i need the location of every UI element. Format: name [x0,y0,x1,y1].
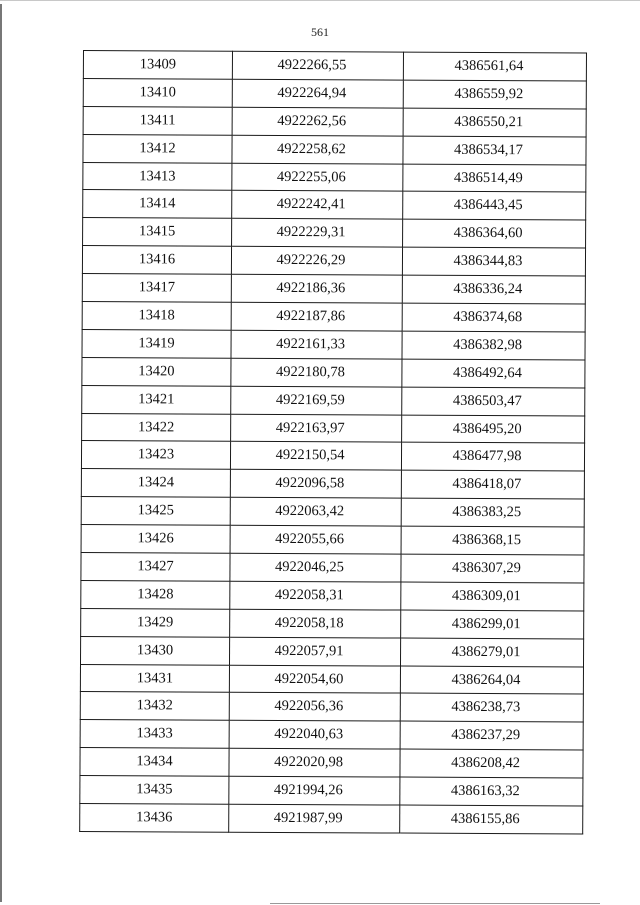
x-coordinate-text: 4922266,55 [277,56,347,74]
y-coordinate-cell [402,359,585,388]
y-coordinate-text: 4386443,45 [453,197,523,214]
point-number-text: 13412 [139,139,176,157]
x-coordinate-cell [231,246,402,275]
x-coordinate-text: 4922264,94 [277,84,347,102]
x-coordinate-text: 4922040,63 [274,726,344,743]
coordinates-table [79,50,587,834]
x-coordinate-cell [229,748,400,777]
x-coordinate-cell [229,693,400,722]
y-coordinate-cell [403,80,586,109]
x-coordinate-text: 4922258,62 [277,140,346,157]
table-row [81,580,584,610]
y-coordinate-cell [400,638,583,667]
point-number-cell [80,720,229,749]
point-number-cell [81,525,230,554]
y-coordinate-text: 4386237,29 [451,727,521,744]
x-coordinate-text: 4922058,31 [274,586,344,604]
point-number-text: 13418 [138,307,175,324]
x-coordinate-cell [229,804,400,833]
y-coordinate-text: 4386503,47 [452,392,522,409]
point-number-cell [81,553,230,582]
point-number-text: 13434 [136,753,173,770]
y-coordinate-text: 4386492,64 [452,364,522,381]
y-coordinate-cell [400,749,583,778]
point-number-cell [81,497,230,526]
x-coordinate-cell [230,497,401,526]
point-number-text: 13415 [138,223,176,240]
y-coordinate-cell [400,805,583,834]
table-row [81,497,584,527]
y-coordinate-text: 4386163,32 [450,782,520,800]
x-coordinate-text: 4922046,25 [274,558,344,576]
y-coordinate-cell [402,415,585,444]
x-coordinate-text: 4922262,56 [277,112,347,130]
table-row [83,218,586,248]
point-number-cell [82,329,231,358]
y-coordinate-cell [403,219,586,248]
y-coordinate-cell [400,777,583,806]
table-row [82,413,585,443]
x-coordinate-text: 4922054,60 [274,670,344,687]
point-number-cell [82,274,231,303]
point-number-cell [81,608,230,637]
point-number-cell [80,664,229,693]
point-number-text: 13431 [136,669,174,686]
y-coordinate-cell [401,443,584,472]
x-coordinate-cell [232,163,403,192]
table-row [80,720,583,750]
table-row [83,134,586,164]
table-row [80,748,583,778]
point-number-cell [82,302,231,331]
point-number-cell [83,78,232,107]
scan-edge-left [0,4,2,902]
x-coordinate-cell [232,107,403,136]
x-coordinate-cell [230,553,401,582]
table-row [80,664,583,694]
x-coordinate-cell [229,776,400,805]
y-coordinate-cell [401,498,584,527]
y-coordinate-cell [402,303,585,332]
y-coordinate-cell [400,666,583,695]
table-row [81,441,584,471]
y-coordinate-cell [401,526,584,555]
y-coordinate-cell [403,108,586,137]
table-row [82,385,585,415]
point-number-cell [82,357,231,386]
x-coordinate-cell [232,219,403,248]
y-coordinate-text: 4386364,60 [453,225,523,242]
x-coordinate-text: 4922096,58 [275,475,345,492]
point-number-text: 13422 [137,418,175,435]
point-number-text: 13432 [136,697,173,714]
table-row [80,636,583,666]
x-coordinate-text: 4922180,78 [275,363,345,381]
point-number-cell [83,106,232,135]
y-coordinate-text: 4386374,68 [453,308,523,326]
point-number-cell [82,246,231,275]
table-row [80,776,583,806]
scan-edge-bottom [270,903,600,904]
table-row [82,329,585,359]
point-number-text: 13417 [138,279,176,296]
y-coordinate-text: 4386307,29 [451,559,521,577]
point-number-text: 13423 [137,446,175,463]
table-row [81,553,584,583]
point-number-cell [82,385,231,414]
y-coordinate-text: 4386279,01 [451,643,521,660]
x-coordinate-cell [230,442,401,471]
table-row [83,51,586,81]
x-coordinate-cell [229,721,400,750]
point-number-cell [81,469,230,498]
y-coordinate-cell [402,331,585,360]
y-coordinate-text: 4386495,20 [452,420,522,437]
x-coordinate-text: 4922058,18 [274,614,344,632]
point-number-text: 13414 [139,195,176,212]
x-coordinate-text: 4922255,06 [276,168,346,185]
table-row [83,190,586,220]
x-coordinate-cell [230,609,401,638]
x-coordinate-cell [230,525,401,554]
y-coordinate-text: 4386368,15 [452,531,522,549]
y-coordinate-text: 4386299,01 [451,615,521,632]
x-coordinate-cell [231,414,402,443]
x-coordinate-text: 4922150,54 [275,447,345,464]
point-number-cell [81,580,230,609]
y-coordinate-text: 4386561,64 [454,57,524,75]
table-row [81,608,584,638]
y-coordinate-text: 4386550,21 [454,113,524,130]
point-number-text: 13428 [137,586,174,603]
x-coordinate-text: 4922063,42 [275,503,345,520]
table-row [82,357,585,387]
point-number-cell [83,190,232,219]
point-number-text: 13416 [138,251,176,268]
x-coordinate-cell [231,302,402,331]
x-coordinate-cell [229,665,400,694]
x-coordinate-cell [231,274,402,303]
y-coordinate-text: 4386418,07 [452,476,522,493]
table-row [83,162,586,192]
point-number-cell [83,51,232,80]
y-coordinate-text: 4386155,86 [450,810,520,828]
point-number-text: 13430 [136,641,174,659]
table-row [81,525,584,555]
y-coordinate-cell [403,192,586,221]
y-coordinate-cell [403,164,586,193]
y-coordinate-text: 4386344,83 [453,252,523,270]
y-coordinate-cell [402,275,585,304]
x-coordinate-text: 4922020,98 [274,754,343,771]
point-number-text: 13433 [136,725,173,742]
y-coordinate-text: 4386238,73 [451,699,521,716]
scan-edge-top [0,0,640,1]
x-coordinate-cell [232,135,403,164]
table-row [83,78,586,108]
x-coordinate-cell [232,79,403,108]
point-number-text: 13436 [136,809,173,826]
x-coordinate-cell [231,386,402,415]
y-coordinate-text: 4386477,98 [452,448,522,465]
point-number-cell [80,692,229,721]
point-number-cell [83,162,232,191]
y-coordinate-cell [401,554,584,583]
table-row [82,274,585,304]
point-number-text: 13427 [137,558,174,575]
table-row [80,692,583,722]
x-coordinate-text: 4922186,36 [276,280,346,297]
point-number-text: 13413 [139,167,176,184]
x-coordinate-cell [230,581,401,610]
y-coordinate-cell [403,52,586,81]
table-row [82,302,585,332]
y-coordinate-text: 4386336,24 [453,280,523,298]
coordinates-table-body [80,51,587,834]
point-number-text: 13419 [138,335,175,352]
x-coordinate-text: 4922226,29 [276,252,346,269]
point-number-text: 13420 [138,363,175,380]
y-coordinate-text: 4386514,49 [453,169,523,186]
x-coordinate-cell [230,470,401,499]
y-coordinate-cell [400,694,583,723]
point-number-text: 13435 [136,781,173,798]
point-number-text: 13411 [139,111,176,129]
table-row [83,106,586,136]
point-number-cell [80,776,229,805]
point-number-text: 13421 [138,390,175,408]
point-number-text: 13425 [137,502,174,519]
x-coordinate-cell [229,637,400,666]
y-coordinate-cell [401,470,584,499]
x-coordinate-cell [232,51,403,80]
x-coordinate-text: 4922187,86 [276,307,346,325]
point-number-cell [83,134,232,163]
y-coordinate-text: 4386309,01 [451,587,521,605]
page-number: 561 [311,25,329,39]
y-coordinate-text: 4386264,04 [451,671,521,688]
point-number-text: 13410 [139,84,176,101]
x-coordinate-text: 4922229,31 [276,224,346,241]
table-row [81,469,584,499]
point-number-cell [83,218,232,247]
point-number-cell [80,804,229,833]
point-number-cell [80,748,229,777]
y-coordinate-text: 4386382,98 [453,336,523,353]
point-number-text: 13426 [137,530,174,547]
x-coordinate-text: 4922163,97 [275,419,345,436]
y-coordinate-cell [401,610,584,639]
y-coordinate-text: 4386559,92 [454,85,524,102]
y-coordinate-cell [400,721,583,750]
x-coordinate-cell [232,191,403,220]
point-number-cell [80,636,229,665]
x-coordinate-text: 4922169,59 [275,391,345,408]
y-coordinate-cell [403,136,586,165]
table-row [82,246,585,276]
x-coordinate-cell [231,330,402,359]
x-coordinate-text: 4922056,36 [274,698,344,715]
x-coordinate-text: 4921994,26 [273,782,343,799]
y-coordinate-text: 4386208,42 [451,755,520,772]
x-coordinate-text: 4922055,66 [275,531,345,548]
x-coordinate-text: 4922161,33 [276,335,346,353]
point-number-cell [82,413,231,442]
y-coordinate-cell [402,247,585,276]
table-row [80,804,583,834]
y-coordinate-cell [401,582,584,611]
point-number-text: 13429 [137,614,174,631]
x-coordinate-text: 4922057,91 [274,642,344,659]
x-coordinate-text: 4922242,41 [276,196,346,213]
point-number-text: 13424 [137,474,175,491]
point-number-cell [81,441,230,470]
x-coordinate-text: 4921987,99 [273,809,343,827]
x-coordinate-cell [231,358,402,387]
y-coordinate-text: 4386383,25 [452,503,522,521]
point-number-text: 13409 [139,56,177,73]
y-coordinate-text: 4386534,17 [454,141,523,158]
y-coordinate-cell [402,387,585,416]
